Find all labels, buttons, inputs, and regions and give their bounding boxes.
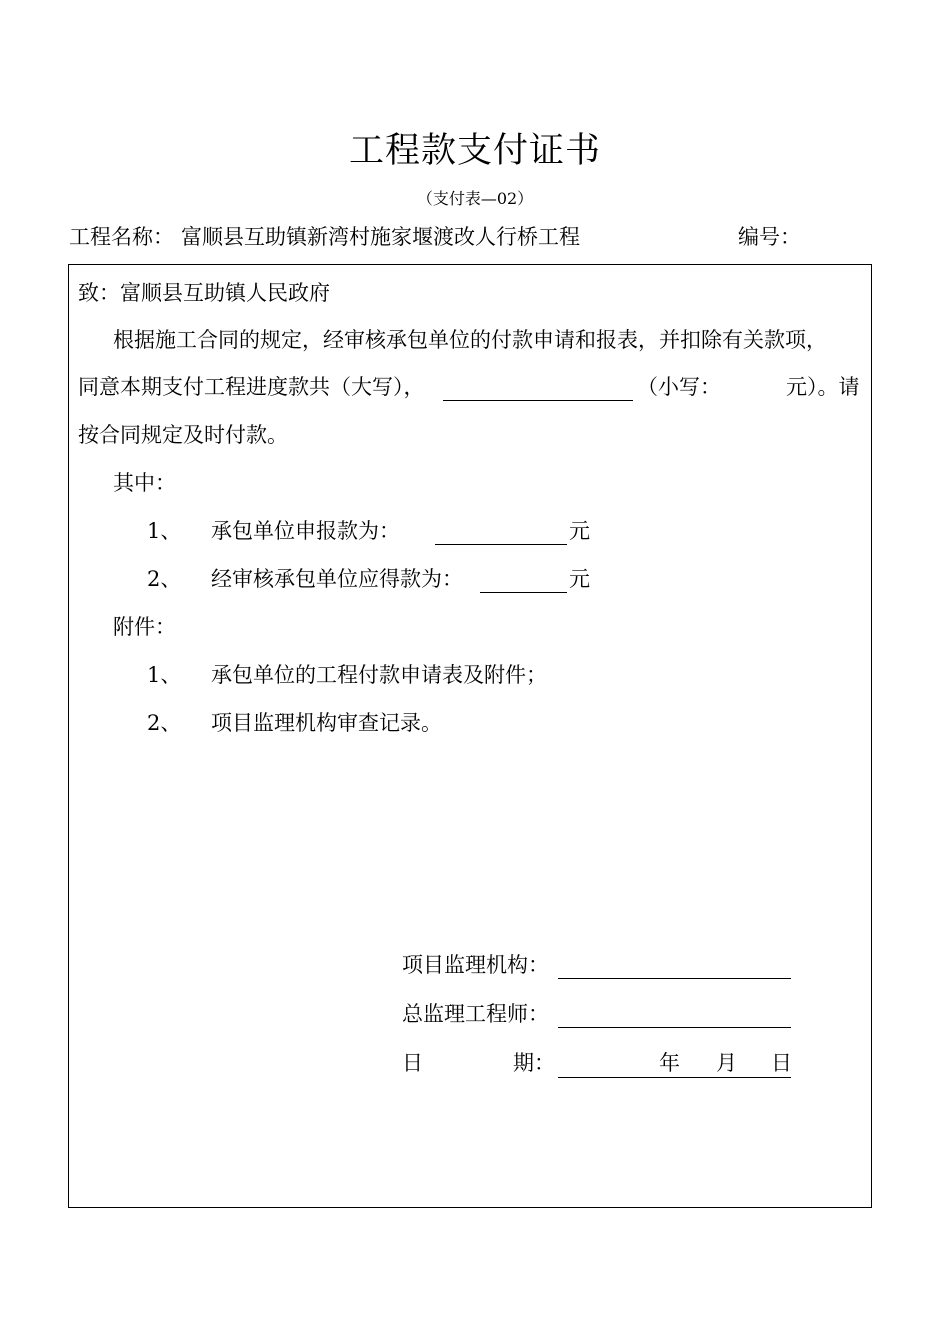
paragraph-line-2-b: （小写： [637,375,721,399]
page-title: 工程款支付证书 [348,131,601,171]
attachment-1-number: 1、 [147,663,182,687]
approved-amount-blank[interactable] [480,592,567,593]
attachments-label: 附件： [113,615,176,639]
date-label-b: 期： [513,1051,555,1075]
serial-number-label: 编号： [738,225,801,249]
chief-engineer-blank[interactable] [558,1027,791,1028]
date-day: 日 [771,1051,792,1075]
among-item-2-unit: 元 [569,567,590,591]
paragraph-line-2-c: 元）。请 [786,375,860,399]
among-item-2-label: 经审核承包单位应得款为： [211,567,463,591]
among-item-1-label: 承包单位申报款为： [211,519,400,543]
supervision-agency-blank[interactable] [558,978,791,979]
project-label: 工程名称： [69,225,174,249]
attachment-2-text: 项目监理机构审查记录。 [211,711,442,735]
date-year: 年 [659,1051,680,1075]
attachment-1-text: 承包单位的工程付款申请表及附件； [211,663,547,687]
form-box [68,264,872,1208]
addressee: 致：富顺县互助镇人民政府 [78,281,330,305]
among-label: 其中： [113,471,176,495]
project-name: 富顺县互助镇新湾村施家堰渡改人行桥工程 [181,225,580,249]
date-month: 月 [716,1051,737,1075]
paragraph-line-3: 按合同规定及时付款。 [78,423,288,447]
paragraph-line-2-a: 同意本期支付工程进度款共（大写）， [78,375,425,399]
amount-uppercase-blank[interactable] [443,400,633,401]
among-item-1-unit: 元 [569,519,590,543]
date-label-a: 日 [402,1051,423,1075]
attachment-2-number: 2、 [147,711,182,735]
among-item-2-number: 2、 [147,567,182,591]
form-subtitle: （支付表—02） [416,189,534,208]
paragraph-line-1: 根据施工合同的规定，经审核承包单位的付款申请和报表，并扣除有关款项， [113,328,827,352]
supervision-agency-label: 项目监理机构： [402,953,549,977]
date-blank[interactable] [558,1077,791,1078]
among-item-1-number: 1、 [147,519,182,543]
contractor-claim-blank[interactable] [435,544,567,545]
chief-engineer-label: 总监理工程师： [402,1002,549,1026]
